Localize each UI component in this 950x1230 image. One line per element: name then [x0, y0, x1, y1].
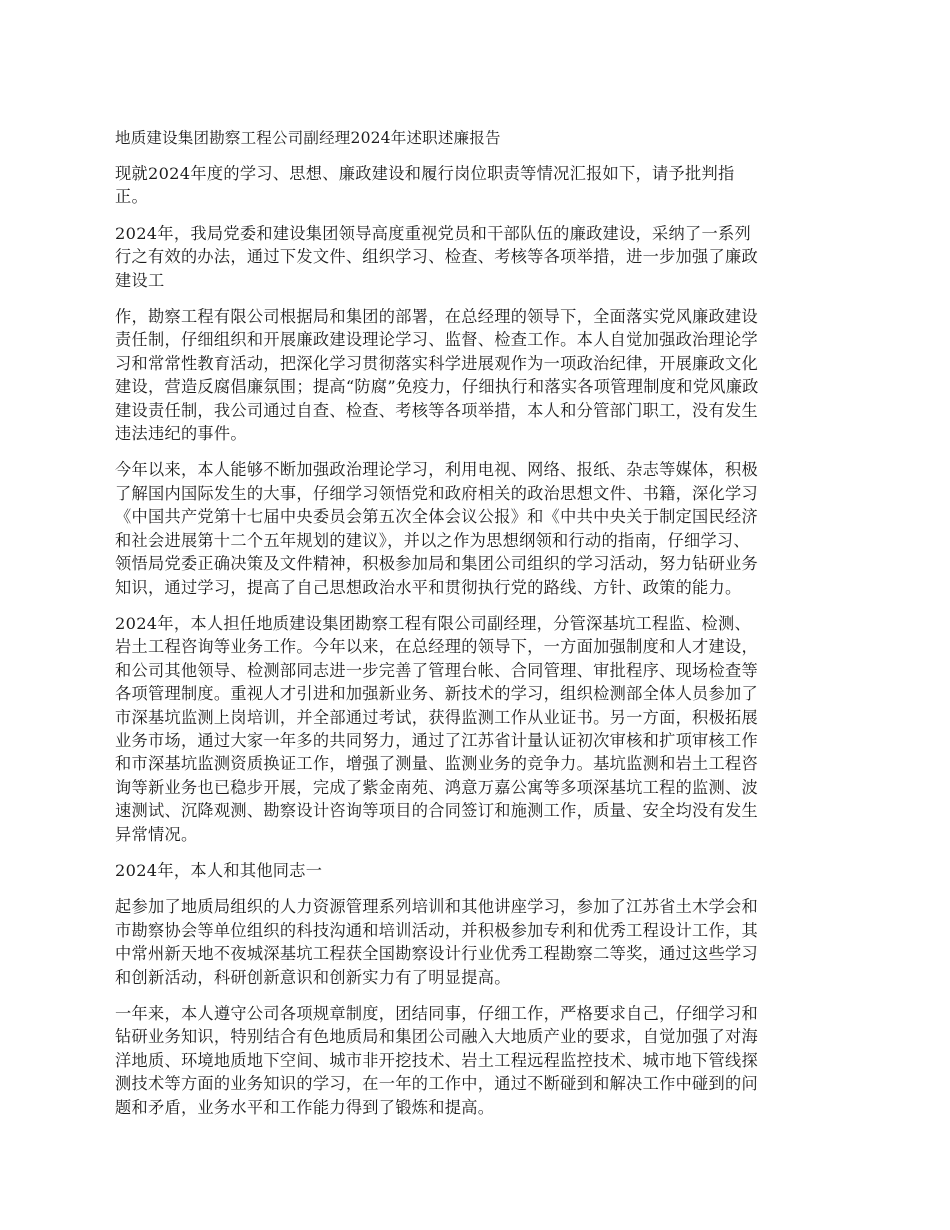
paragraph-training-activities: 起参加了地质局组织的人力资源管理系列培训和其他讲座学习，参加了江苏省土木学会和 市勘察协会等单位组织的科技沟通和培训活动，并积极参加专利和优秀工程设计工作，其 中常州新天地不夜城深基坑工程获全国勘察设计行业优秀工程勘察二等奖，通过这些学习 和创新活动，科研创新意识和创新实力有了明显提高。	[115, 897, 759, 987]
paragraph-report-intro: 现就2024年度的学习、思想、廉政建设和履行岗位职责等情况汇报如下，请予批判指 正。	[115, 164, 735, 207]
paragraph-political-study: 今年以来，本人能够不断加强政治理论学习，利用电视、网络、报纸、杂志等媒体，积极 了解国内国际发生的大事，仔细学习领悟党和政府相关的政治思想文件、书籍，深化学习 《中国共产党第十七届中央委员会第五次全体会议公报》和《中共中央关于制定国民经济 和社会进展第十二个五年规划的建议》，并以之作为思想纲领和行动的指南，仔细学习、 领悟局党委正确决策及文件精神，积极参加局和集团公司组织的学习活动，努力钻研业务 知识，通过学习，提高了自己思想政治水平和贯彻执行党的路线、方针、政策的能力。	[115, 460, 759, 597]
paragraph-job-duties: 2024年，本人担任地质建设集团勘察工程有限公司副经理，分管深基坑工程监、检测、 岩土工程咨询等业务工作。今年以来，在总经理的领导下，一方面加强制度和人才建设， 和公司其他领导、检测部同志进一步完善了管理台帐、合同管理、审批程序、现场检查等 各项管理制度。重视人才引进和加强新业务、新技术的学习，组织检测部全体人员参加了 市深基坑监测上岗培训，并全部通过考试，获得监测工作从业证书。另一方面，积极拓展 业务市场，通过大家一年多的共同努力，通过了江苏省计量认证初次审核和扩项审核工作 和市深基坑监测资质换证工作，增强了测量、监测业务的竞争力。基坑监测和岩土工程咨 询等新业务也已稳步开展，完成了紫金南苑、鸿意万嘉公寓等多项深基坑工程的监测、波 速测试、沉降观测、勘察设计咨询等项目的合同签订和施测工作，质量、安全均没有发生 异常情况。	[115, 613, 759, 844]
document-page	[115, 126, 845, 1132]
document-title: 地质建设集团勘察工程公司副经理2024年述职述廉报告	[115, 129, 501, 147]
paragraph-training-start: 2024年，本人和其他同志一	[115, 860, 323, 880]
paragraph-summary: 一年来，本人遵守公司各项规章制度，团结同事，仔细工作，严格要求自己，仔细学习和 钻研业务知识，特别结合有色地质局和集团公司融入大地质产业的要求，自觉加强了对海 洋地质、环境地质地下空间、城市非开挖技术、岩土工程远程监控技术、城市地下管线探 测技术等方面的业务知识的学习，在一年的工作中，通过不断碰到和解决工作中碰到的问 题和矛盾，业务水平和工作能力得到了锻炼和提高。	[115, 1004, 759, 1117]
paragraph-integrity-work: 作，勘察工程有限公司根据局和集团的部署，在总经理的领导下，全面落实党风廉政建设 责任制，仔细组织和开展廉政建设理论学习、监督、检查工作。本人自觉加强政治理论学 习和常常性教育活动，把深化学习贯彻落实科学进展观作为一项政治纪律，开展廉政文化 建设，营造反腐倡廉氛围；提高“防腐”免疫力，仔细执行和落实各项管理制度和党风廉政 建设责任制，我公司通过自查、检查、考核等各项举措，本人和分管部门职工，没有发生 违法违纪的事件。	[115, 307, 759, 444]
paragraph-party-committee: 2024年，我局党委和建设集团领导高度重视党员和干部队伍的廉政建设，采纳了一系列 行之有效的办法，通过下发文件、组织学习、检查、考核等各项举措，进一步加强了廉政 建设工	[115, 223, 759, 290]
